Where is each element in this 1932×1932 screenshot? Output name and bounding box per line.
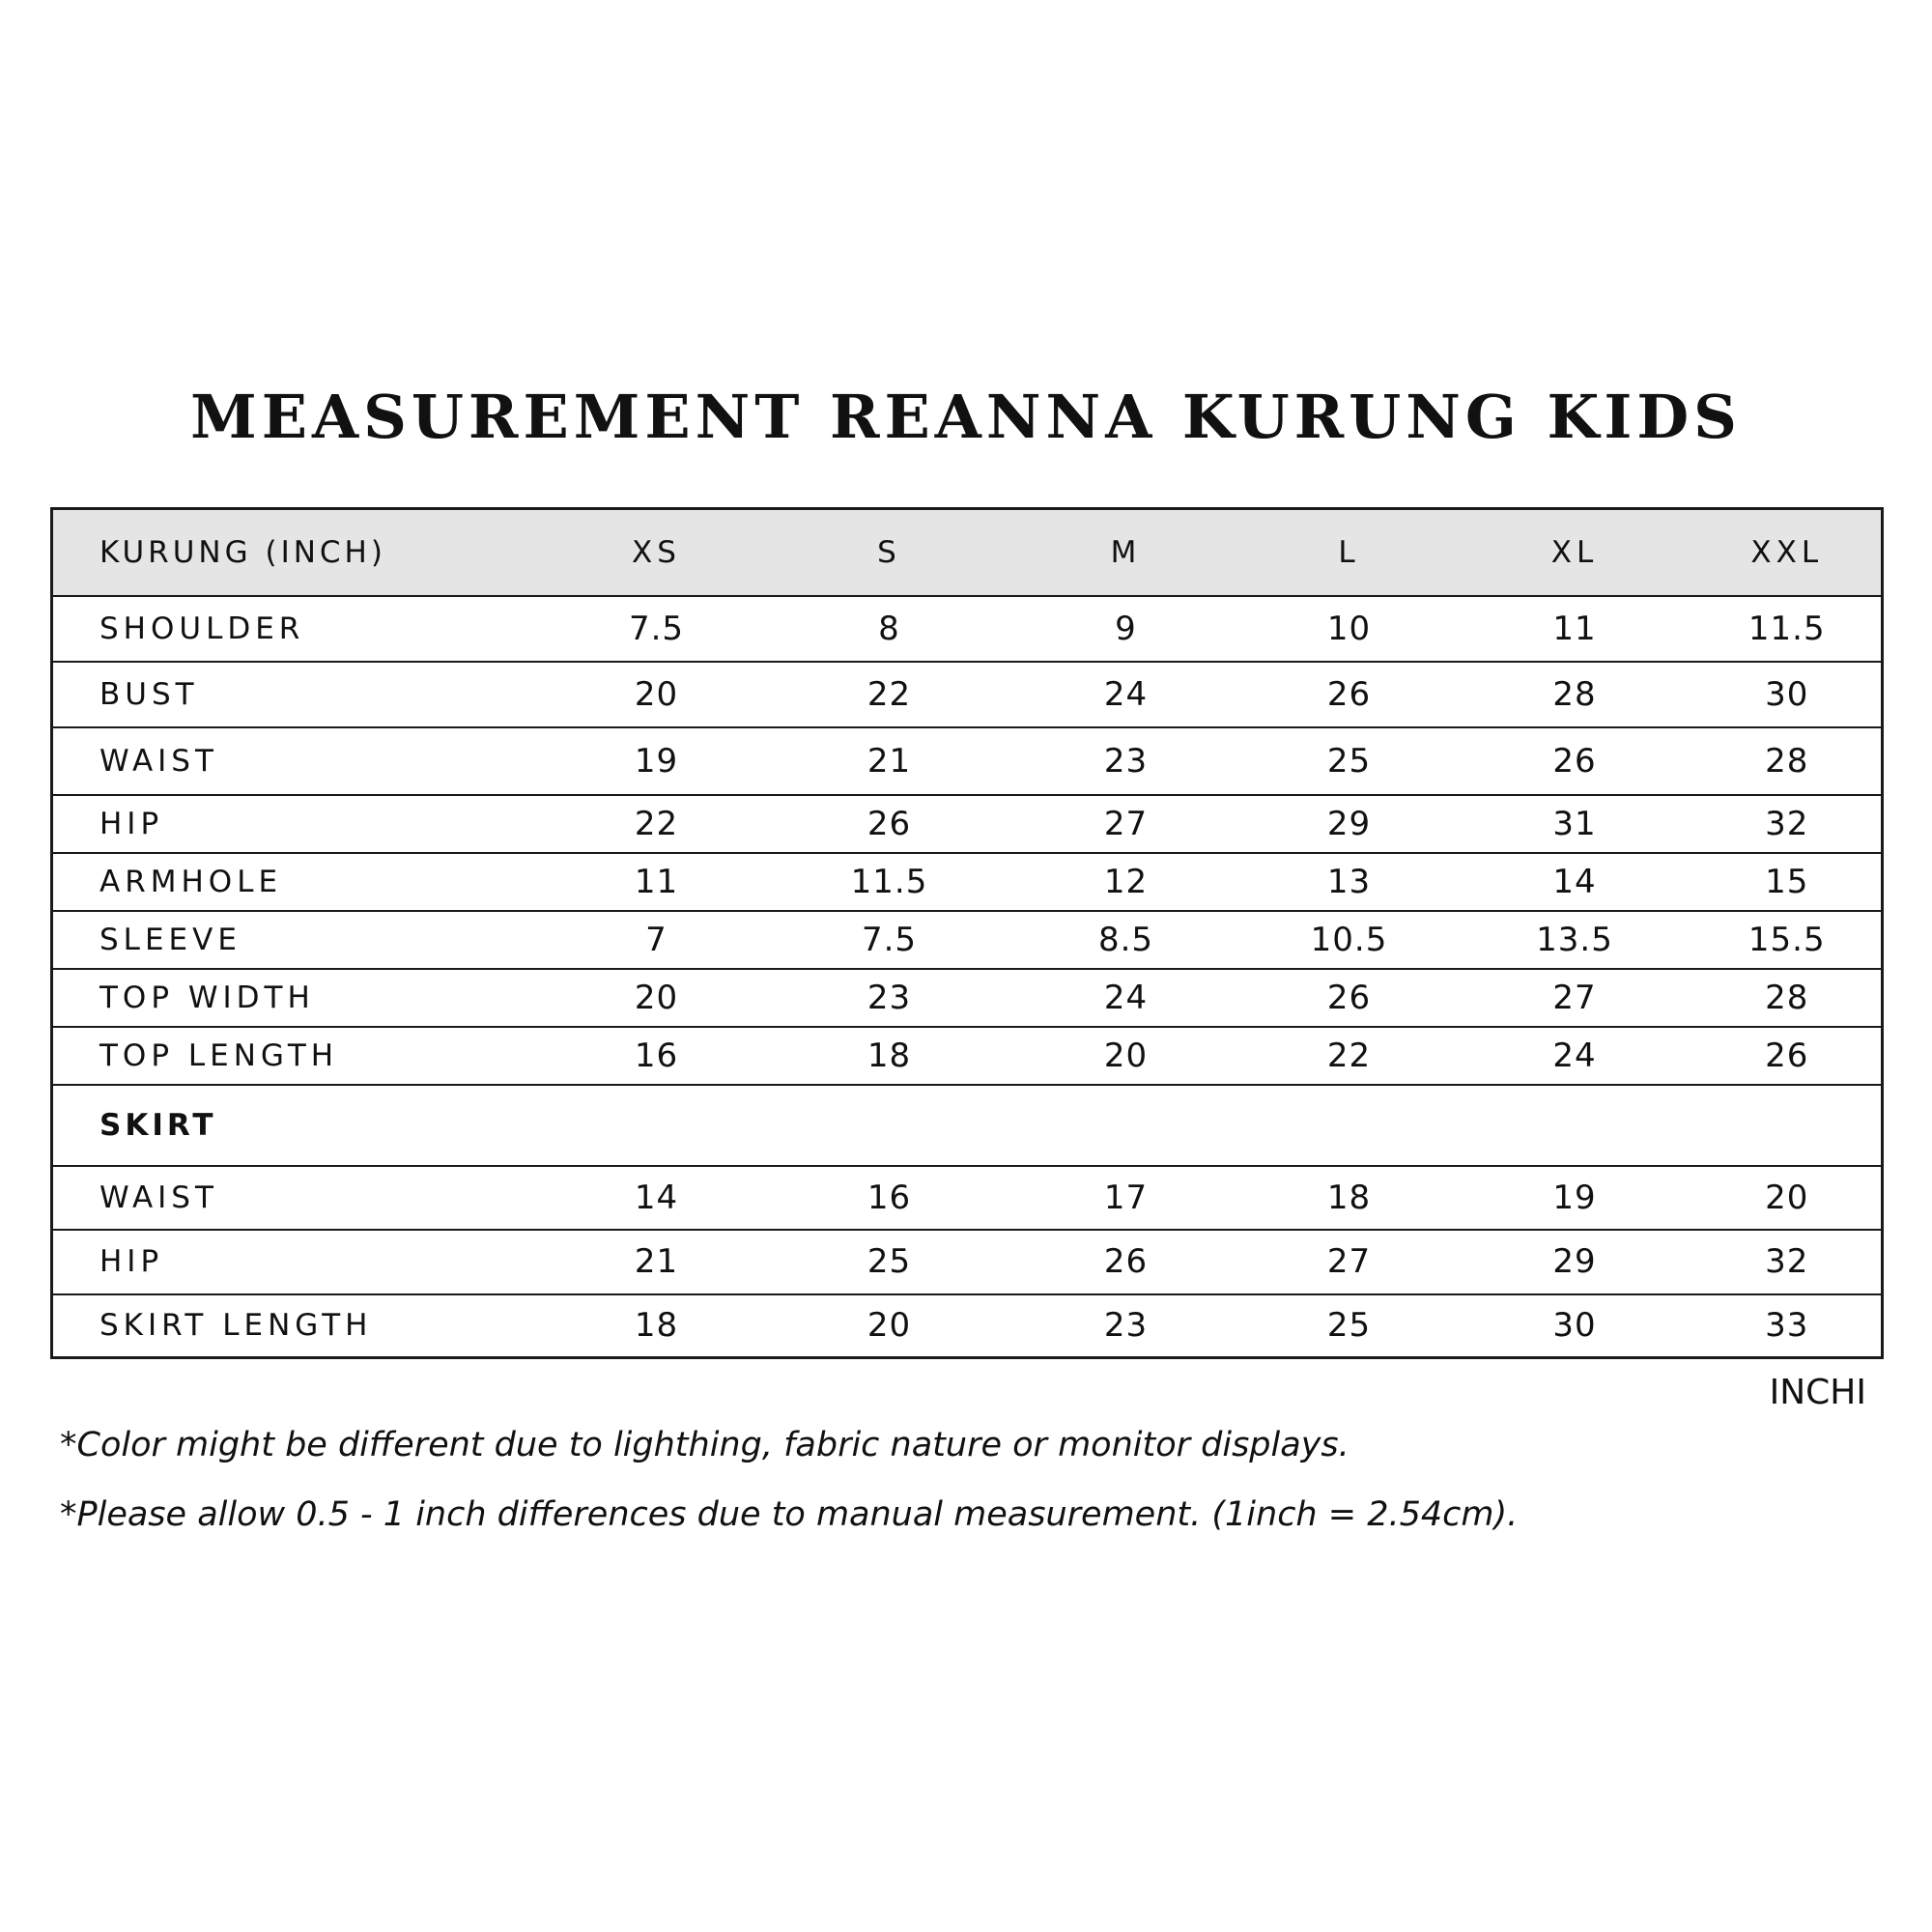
- cell-xl: 13.5: [1457, 911, 1693, 969]
- table-row: [52, 1166, 1883, 1230]
- cell-m: 9: [1010, 596, 1242, 662]
- row-label: SLEEVE: [52, 911, 545, 969]
- row-label: SKIRT LENGTH: [52, 1294, 545, 1358]
- cell-s: 11.5: [769, 853, 1010, 911]
- header-size-xxl: XXL: [1693, 509, 1883, 596]
- cell-s: 26: [769, 795, 1010, 853]
- color-disclaimer-note: *Color might be different due to lighthing, fabric nature or monitor displays.: [60, 1426, 1350, 1464]
- cell-s: 7.5: [769, 911, 1010, 969]
- cell-xl: 31: [1457, 795, 1693, 853]
- header-size-s: S: [769, 509, 1010, 596]
- row-label: TOP WIDTH: [52, 969, 545, 1027]
- table-row: [52, 1294, 1883, 1358]
- header-size-m: M: [1010, 509, 1242, 596]
- cell-xxl: 32: [1693, 1230, 1883, 1294]
- cell-xxl: 32: [1693, 795, 1883, 853]
- size-chart-table: [50, 507, 1884, 1359]
- table-row: [52, 1027, 1883, 1085]
- cell-xxl: 26: [1693, 1027, 1883, 1085]
- cell-m: 24: [1010, 662, 1242, 727]
- cell-xxl: 30: [1693, 662, 1883, 727]
- table-row: [52, 969, 1883, 1027]
- cell-s: 25: [769, 1230, 1010, 1294]
- cell-xxl: 15: [1693, 853, 1883, 911]
- cell-s: 8: [769, 596, 1010, 662]
- cell-l: 29: [1242, 795, 1457, 853]
- header-size-l: L: [1242, 509, 1457, 596]
- cell-m: 20: [1010, 1027, 1242, 1085]
- cell-xxl: 15.5: [1693, 911, 1883, 969]
- cell-xl: 27: [1457, 969, 1693, 1027]
- cell-l: 26: [1242, 662, 1457, 727]
- table-row: [52, 795, 1883, 853]
- cell-s: 18: [769, 1027, 1010, 1085]
- cell-xl: 11: [1457, 596, 1693, 662]
- cell-xl: 26: [1457, 727, 1693, 795]
- page-title: MEASUREMENT REANNA KURUNG KIDS: [190, 382, 1742, 452]
- cell-xl: 14: [1457, 853, 1693, 911]
- cell-s: 21: [769, 727, 1010, 795]
- cell-l: 13: [1242, 853, 1457, 911]
- table-row: [52, 727, 1883, 795]
- skirt-section-label: SKIRT: [52, 1085, 545, 1166]
- cell-xxl: 20: [1693, 1166, 1883, 1230]
- cell-s: 20: [769, 1294, 1010, 1358]
- cell-m: 27: [1010, 795, 1242, 853]
- cell-m: 23: [1010, 727, 1242, 795]
- cell-xs: 11: [545, 853, 769, 911]
- cell-xs: 7: [545, 911, 769, 969]
- table-row: [52, 911, 1883, 969]
- cell-xl: 19: [1457, 1166, 1693, 1230]
- cell-s: 23: [769, 969, 1010, 1027]
- unit-label: INCHI: [1769, 1373, 1866, 1412]
- row-label: WAIST: [52, 1166, 545, 1230]
- cell-l: 27: [1242, 1230, 1457, 1294]
- cell-l: 25: [1242, 727, 1457, 795]
- table-row: [52, 596, 1883, 662]
- skirt-section-row: [52, 1085, 1883, 1166]
- cell-xl: 29: [1457, 1230, 1693, 1294]
- row-label: BUST: [52, 662, 545, 727]
- row-label: WAIST: [52, 727, 545, 795]
- cell-s: 16: [769, 1166, 1010, 1230]
- header-size-xl: XL: [1457, 509, 1693, 596]
- cell-m: 17: [1010, 1166, 1242, 1230]
- cell-xs: 20: [545, 969, 769, 1027]
- cell-m: 23: [1010, 1294, 1242, 1358]
- table-row: [52, 1230, 1883, 1294]
- cell-l: 25: [1242, 1294, 1457, 1358]
- cell-xxl: 28: [1693, 727, 1883, 795]
- cell-xxl: 28: [1693, 969, 1883, 1027]
- row-label: SHOULDER: [52, 596, 545, 662]
- cell-xxl: 11.5: [1693, 596, 1883, 662]
- row-label: HIP: [52, 795, 545, 853]
- cell-m: 8.5: [1010, 911, 1242, 969]
- cell-l: 26: [1242, 969, 1457, 1027]
- cell-m: 26: [1010, 1230, 1242, 1294]
- cell-xs: 22: [545, 795, 769, 853]
- table-row: [52, 662, 1883, 727]
- cell-l: 10.5: [1242, 911, 1457, 969]
- cell-m: 12: [1010, 853, 1242, 911]
- cell-l: 10: [1242, 596, 1457, 662]
- header-size-xs: XS: [545, 509, 769, 596]
- cell-xs: 14: [545, 1166, 769, 1230]
- cell-xs: 19: [545, 727, 769, 795]
- row-label: TOP LENGTH: [52, 1027, 545, 1085]
- header-kurung-inch: KURUNG (INCH): [52, 509, 545, 596]
- row-label: HIP: [52, 1230, 545, 1294]
- cell-xs: 18: [545, 1294, 769, 1358]
- cell-xl: 28: [1457, 662, 1693, 727]
- cell-l: 18: [1242, 1166, 1457, 1230]
- cell-xs: 20: [545, 662, 769, 727]
- measurement-tolerance-note: *Please allow 0.5 - 1 inch differences due to manual measurement. (1inch = 2.54cm).: [60, 1495, 1519, 1534]
- cell-s: 22: [769, 662, 1010, 727]
- cell-xs: 16: [545, 1027, 769, 1085]
- cell-xs: 7.5: [545, 596, 769, 662]
- cell-xxl: 33: [1693, 1294, 1883, 1358]
- cell-xl: 24: [1457, 1027, 1693, 1085]
- table-row: [52, 853, 1883, 911]
- table-header-row: [52, 509, 1883, 596]
- cell-xs: 21: [545, 1230, 769, 1294]
- row-label: ARMHOLE: [52, 853, 545, 911]
- cell-xl: 30: [1457, 1294, 1693, 1358]
- cell-m: 24: [1010, 969, 1242, 1027]
- cell-l: 22: [1242, 1027, 1457, 1085]
